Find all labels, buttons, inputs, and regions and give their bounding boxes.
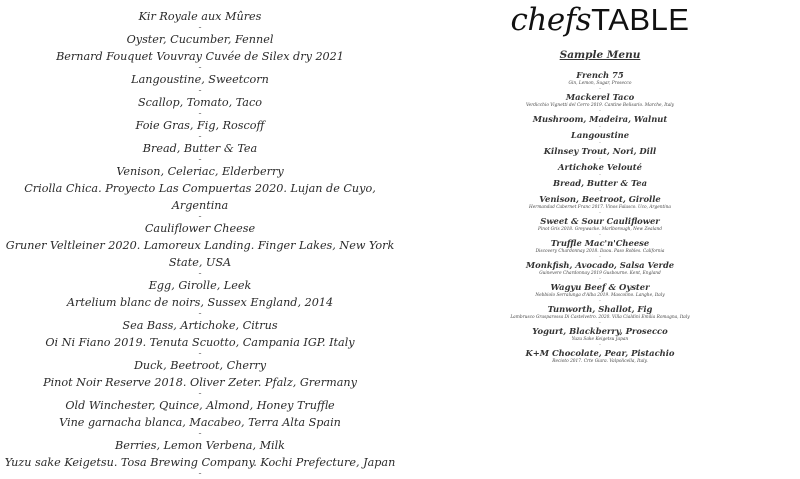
course-dish: Scallop, Tomato, Taco — [138, 96, 262, 109]
course-dish: Sweet & Sour Cauliflower — [540, 216, 660, 226]
course-dish: Venison, Celeriac, Elderberry — [116, 165, 284, 178]
course-separator: - — [198, 109, 202, 119]
course-separator: - — [599, 210, 601, 216]
course-separator: - — [198, 132, 202, 142]
course-dish: Langoustine, Sweetcorn — [131, 73, 269, 86]
course-note: Hermandad Cabernet Franc 2017. Vinos Falasco. Uco, Argentina — [529, 205, 671, 210]
course-separator: - — [599, 320, 601, 326]
wine-pairing: Yuzu sake Keigetsu. Tosa Brewing Company. Kochi Prefecture, Japan — [4, 456, 396, 469]
course-separator: - — [599, 156, 601, 162]
course-separator: - — [198, 389, 202, 399]
course-dish: Artichoke Velouté — [558, 162, 642, 172]
course-dish: K+M Chocolate, Pear, Pistachio — [525, 348, 675, 358]
course-dish: Foie Gras, Fig, Roscoff — [135, 119, 265, 132]
course-dish: Mackerel Taco — [565, 92, 635, 102]
course-separator: - — [198, 269, 202, 279]
course-separator: - — [599, 342, 601, 348]
course-note: Gin, Lemon, Sugar, Prosecco — [568, 81, 632, 86]
course-note: Discovery Chardonnay 2018. Daou. Paso Robles. California — [535, 249, 665, 254]
course-dish: French 75 — [576, 70, 624, 80]
left-course-list — [0, 0, 400, 477]
course-separator: - — [599, 276, 601, 282]
course-dish: Oyster, Cucumber, Fennel — [126, 33, 274, 46]
course-dish: Mushroom, Madeira, Walnut — [532, 114, 668, 124]
course-separator: - — [599, 298, 601, 304]
wine-pairing: Artelium blanc de noirs, Sussex England, 2014 — [66, 296, 334, 309]
wine-pairing: Pinot Noir Reserve 2018. Oliver Zeter. Pfalz, Grermany — [43, 376, 357, 389]
course-dish: Berries, Lemon Verbena, Milk — [115, 439, 285, 452]
course-separator: - — [599, 232, 601, 238]
course-dish: Old Winchester, Quince, Almond, Honey Truffle — [65, 399, 335, 412]
chefs-table-logo — [478, 2, 722, 38]
course-dish: Kir Royale aux Mûres — [138, 10, 262, 23]
wine-pairing: Oi Ni Fiano 2019. Tenuta Scuotto, Campania IGP. Italy — [45, 336, 355, 349]
course-separator: - — [198, 309, 202, 319]
course-separator: - — [599, 86, 601, 92]
sample-menu-right — [478, 0, 722, 400]
course-dish: Kilnsey Trout, Nori, Dill — [543, 146, 657, 156]
course-dish: Bread, Butter & Tea — [553, 178, 647, 188]
course-separator: - — [198, 212, 202, 222]
course-separator: - — [599, 188, 601, 194]
course-dish: Egg, Girolle, Leek — [148, 279, 252, 292]
logo-caps-text: TABLE — [591, 2, 690, 37]
course-separator: - — [198, 469, 202, 479]
course-note: Nebbiolo Serralunga d'Alba 2019. Mascolino. Langhe, Italy — [535, 293, 665, 298]
course-note: Recioto 2017. Crte Giara. Valpolicella, Italy. — [552, 359, 648, 364]
course-separator: - — [599, 124, 601, 130]
course-dish: Wagyu Beef & Oyster — [550, 282, 650, 292]
course-separator: - — [198, 155, 202, 165]
wine-pairing: Gruner Veltleiner 2020. Lamoreux Landing. Finger Lakes, New York State, USA — [5, 239, 395, 269]
course-separator: - — [599, 172, 601, 178]
wine-pairing: Vine garnacha blanca, Macabeo, Terra Alta Spain — [59, 416, 341, 429]
menu-subtitle: Sample Menu — [559, 49, 641, 61]
course-dish: Cauliflower Cheese — [144, 222, 256, 235]
course-note: Lambrusco Grasparossa Di Castelvetro. 2020. Villa Cialdini Emilia Romagna, Italy — [510, 315, 690, 320]
course-dish: Langoustine — [570, 130, 630, 140]
course-dish: Sea Bass, Artichoke, Citrus — [122, 319, 278, 332]
course-separator: - — [198, 86, 202, 96]
course-separator: - — [198, 429, 202, 439]
wine-pairing: Bernard Fouquet Vouvray Cuvée de Silex dry 2021 — [56, 50, 344, 63]
right-course-list — [478, 70, 722, 365]
course-dish: Venison, Beetroot, Girolle — [539, 194, 661, 204]
course-separator: - — [599, 254, 601, 260]
course-separator: - — [198, 63, 202, 73]
course-note: Verdicchio Vignetti del Cerro 2019. Cantine Belisario. Marche, Italy — [525, 103, 675, 108]
logo-script-text: chefs — [510, 2, 592, 38]
course-separator: - — [198, 23, 202, 33]
course-separator: - — [599, 108, 601, 114]
wine-pairing: Criolla Chica. Proyecto Las Compuertas 2020. Lujan de Cuyo, Argentina — [24, 182, 376, 212]
course-dish: Monkfish, Avocado, Salsa Verde — [525, 260, 675, 270]
course-dish: Tunworth, Shallot, Fig — [547, 304, 653, 314]
course-note: Guinevere Chardonnay 2019 Gusbourne. Kent, England — [539, 271, 661, 276]
course-dish: Bread, Butter & Tea — [142, 142, 258, 155]
course-note: Yuzu Sake Keigetsu Japan — [571, 337, 629, 342]
course-dish: Duck, Beetroot, Cherry — [133, 359, 267, 372]
course-separator: - — [599, 140, 601, 146]
course-dish: Yogurt, Blackberry, Prosecco — [532, 326, 668, 336]
course-separator: - — [198, 349, 202, 359]
course-note: Pinot Gris 2018. Greywacke. Marlborough, New Zealand — [537, 227, 663, 232]
course-dish: Truffle Mac'n'Cheese — [550, 238, 650, 248]
